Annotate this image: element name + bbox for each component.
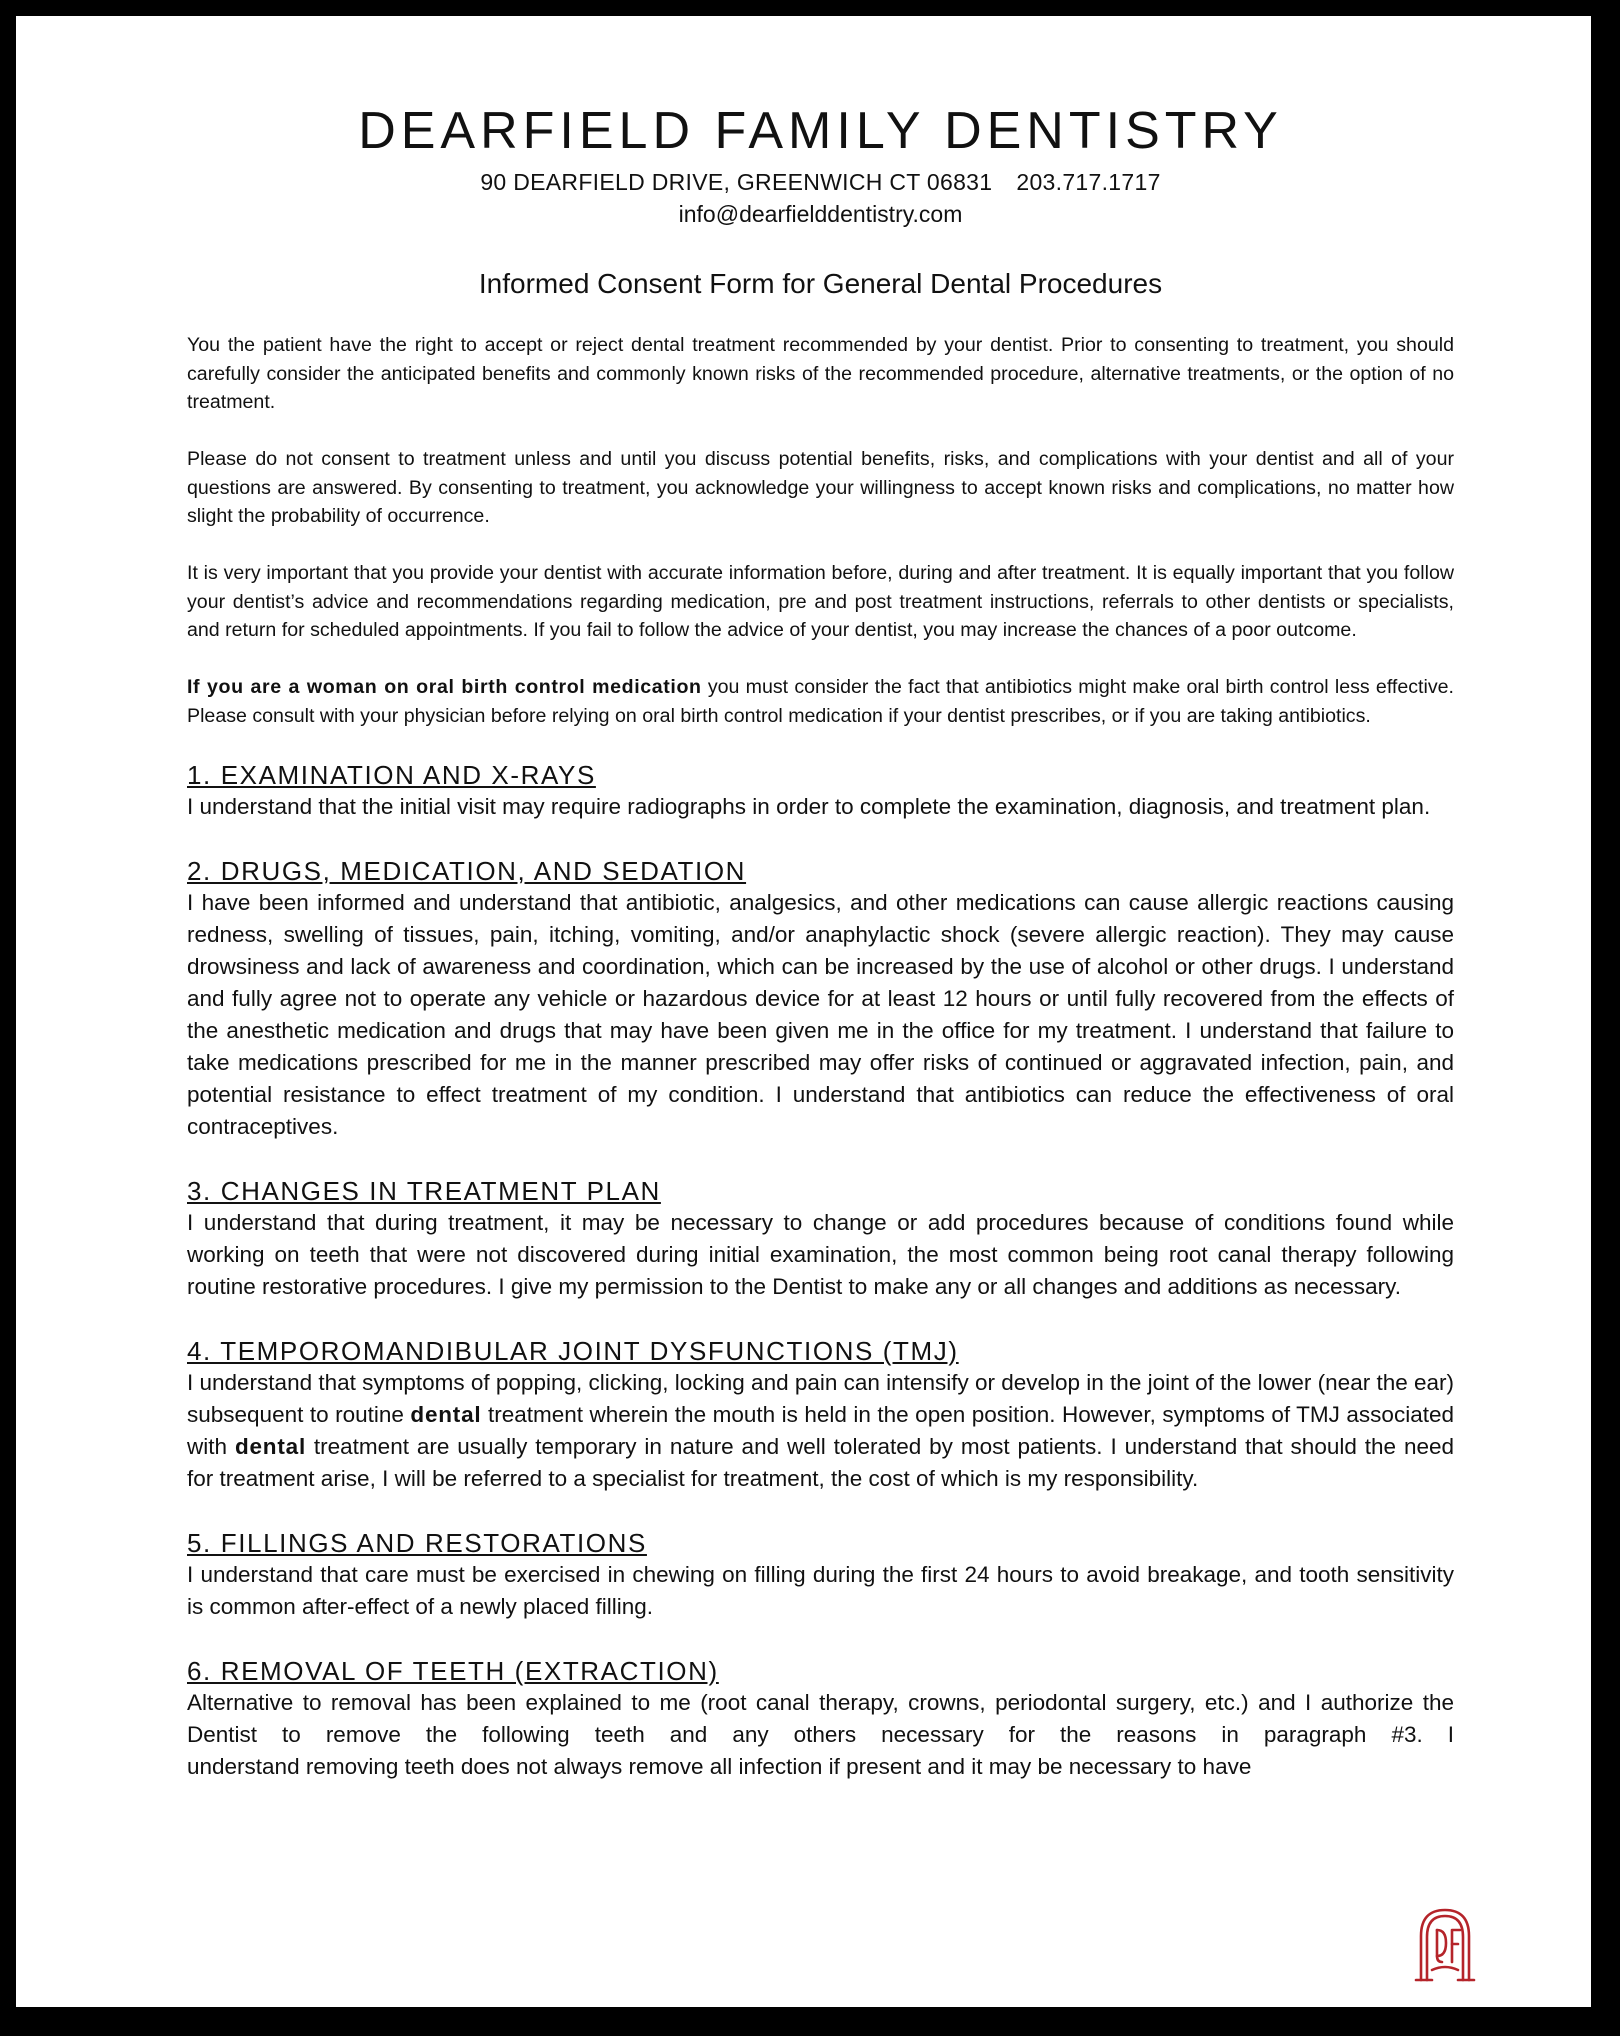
document-page xyxy=(16,16,1591,2007)
section-heading: 3. CHANGES IN TREATMENT PLAN xyxy=(187,1175,661,1206)
extraction-text: Alternative to removal has been explained to me (root canal therapy, crowns, periodontal surgery, etc.) and I authorize the Dentist to remove the following teeth and any others necessary for the reasons in paragraph #3. I xyxy=(187,1689,1454,1747)
practice-phone: 203.717.1717 xyxy=(1016,169,1161,195)
section-body xyxy=(187,1687,1454,1783)
tmj-bold-dental: dental xyxy=(410,1401,482,1427)
section-heading: 4. TEMPOROMANDIBULAR JOINT DYSFUNCTIONS (TMJ) xyxy=(187,1335,959,1366)
section-drugs xyxy=(187,855,1454,1143)
section-heading: 6. REMOVAL OF TEETH (EXTRACTION) xyxy=(187,1655,719,1686)
intro-paragraph-birth-control xyxy=(187,673,1454,730)
section-body: I understand that during treatment, it may be necessary to change or add procedures because of conditions found while working on teeth that were not discovered during initial examination, the most common being root canal therapy following routine restorative procedures. I give my permission to the Dentist to make any or all changes and additions as necessary. xyxy=(187,1209,1454,1299)
dfd-monogram-logo xyxy=(1414,1906,1476,1982)
birth-control-lead: If you are a woman on oral birth control medication xyxy=(187,676,702,698)
intro-paragraph-rights: You the patient have the right to accept or reject dental treatment recommended by your dentist. Prior to consenting to treatment, you should carefully consider the anticipated benefits and commonly known risks of the recommended procedure, alternative treatments, or the option of no treatment. xyxy=(187,334,1454,413)
tmj-text-b: treatment wherein the mouth is held in the open position. However, symptoms of TMJ associated with xyxy=(187,1401,1454,1459)
extraction-text-last-line: understand removing teeth does not always remove all infection if present and it may be necessary to have xyxy=(187,1753,1252,1779)
section-fillings xyxy=(187,1527,1454,1623)
section-body: I understand that the initial visit may require radiographs in order to complete the examination, diagnosis, and treatment plan. xyxy=(187,793,1431,819)
intro-text xyxy=(187,331,1454,730)
practice-name: DEARFIELD FAMILY DENTISTRY xyxy=(358,102,1283,160)
practice-address: 90 DEARFIELD DRIVE, GREENWICH CT 06831 xyxy=(480,169,993,195)
document-content xyxy=(187,100,1454,1815)
birth-control-rest: you must consider the fact that antibiotics might make oral birth control less effective. Please consult with your physician before relying on oral birth control medication if your dentist prescribes, or if you are taking antibiotics. xyxy=(187,676,1454,727)
section-heading: 5. FILLINGS AND RESTORATIONS xyxy=(187,1527,647,1558)
section-heading: 1. EXAMINATION AND X-RAYS xyxy=(187,759,596,790)
section-extraction xyxy=(187,1655,1454,1783)
section-body: I understand that care must be exercised in chewing on filling during the first 24 hours to avoid breakage, and tooth sensitivity is common after-effect of a newly placed filling. xyxy=(187,1561,1454,1619)
section-body xyxy=(187,1367,1454,1495)
tmj-text-a: I understand that symptoms of popping, clicking, locking and pain can intensify or develop in the joint of the lower (near the ear) subsequent to routine xyxy=(187,1369,1454,1427)
section-examination xyxy=(187,759,1454,823)
section-treatment-plan xyxy=(187,1175,1454,1303)
section-tmj xyxy=(187,1335,1454,1495)
tmj-text-c: treatment are usually temporary in nature and well tolerated by most patients. I understand that should the need for treatment arise, I will be referred to a specialist for treatment, the cost of which is my responsibility. xyxy=(187,1433,1455,1491)
practice-contact-line xyxy=(187,166,1454,198)
form-title: Informed Consent Form for General Dental Procedures xyxy=(478,268,1163,299)
section-body: I have been informed and understand that antibiotic, analgesics, and other medications can cause allergic reactions causing redness, swelling of tissues, pain, itching, vomiting, and/or anaphylactic shock (severe allergic reaction). They may cause drowsiness and lack of awareness and coordination, which can be increased by the use of alcohol or other drugs. I understand and fully agree not to operate any vehicle or hazardous device for at least 12 hours or until fully recovered from the effects of the anesthetic medication and drugs that may have been given me in the office for my treatment. I understand that failure to take medications prescribed for me in the manner prescribed may offer risks of continued or aggravated infection, pain, and potential resistance to effect treatment of my condition. I understand that antibiotics can reduce the effectiveness of oral contraceptives. xyxy=(187,889,1454,1139)
section-heading: 2. DRUGS, MEDICATION, AND SEDATION xyxy=(187,855,747,886)
intro-paragraph-consent: Please do not consent to treatment unless and until you discuss potential benefits, risks, and complications with your dentist and all of your questions are answered. By consenting to treatment, you acknowledge your willingness to accept known risks and complications, no matter how slight the probability of occurrence. xyxy=(187,448,1454,527)
tmj-bold-dental: dental xyxy=(234,1433,306,1459)
practice-email: info@dearfielddentistry.com xyxy=(678,201,963,227)
intro-paragraph-information: It is very important that you provide your dentist with accurate information before, during and after treatment. It is equally important that you follow your dentist’s advice and recommendations regarding medication, pre and post treatment instructions, referrals to other dentists or specialists, and return for scheduled appointments. If you fail to follow the advice of your dentist, you may increase the chances of a poor outcome. xyxy=(187,562,1454,641)
